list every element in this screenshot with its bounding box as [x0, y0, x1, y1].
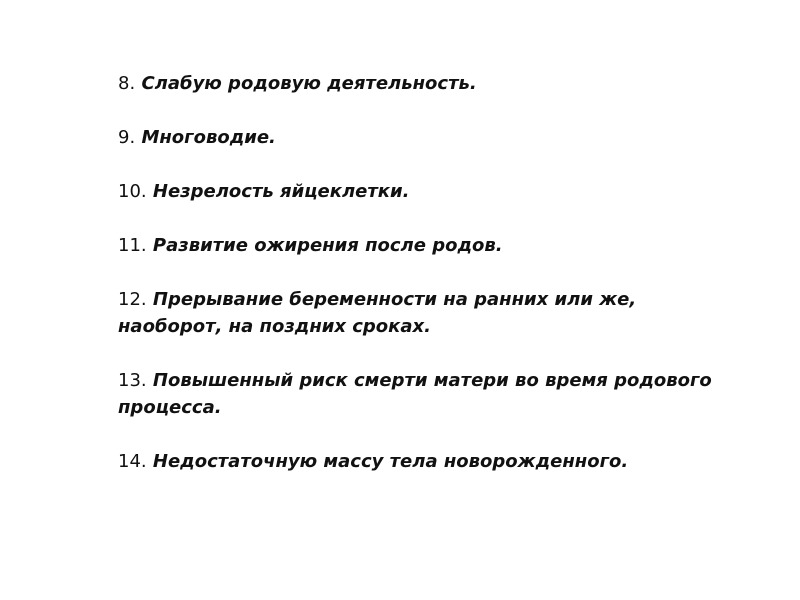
item-text: Прерывание беременности на ранних или же, наоборот, на поздних сроках.: [118, 289, 637, 337]
item-text: Незрелость яйцеклетки.: [146, 181, 410, 202]
item-number: 10.: [118, 181, 147, 202]
item-text: Многоводие.: [135, 127, 276, 148]
list-item: [118, 178, 738, 205]
item-number: 8.: [118, 73, 136, 94]
item-number: 14.: [118, 451, 147, 472]
item-text: Недостаточную массу тела новорожденного.: [146, 451, 629, 472]
item-number: 13.: [118, 370, 147, 391]
item-number: 12.: [118, 289, 147, 310]
item-text: Развитие ожирения после родов.: [146, 235, 503, 256]
list-item: [118, 286, 738, 340]
list-item: [118, 448, 738, 475]
item-number: 11.: [118, 235, 147, 256]
list-item: [118, 124, 738, 151]
item-text: Повышенный риск смерти матери во время родового процесса.: [118, 370, 712, 418]
item-text: Слабую родовую деятельность.: [135, 73, 477, 94]
list-item: [118, 70, 738, 97]
list-item: [118, 232, 738, 259]
item-number: 9.: [118, 127, 136, 148]
list-item: [118, 367, 738, 421]
consequences-list: [118, 70, 738, 475]
